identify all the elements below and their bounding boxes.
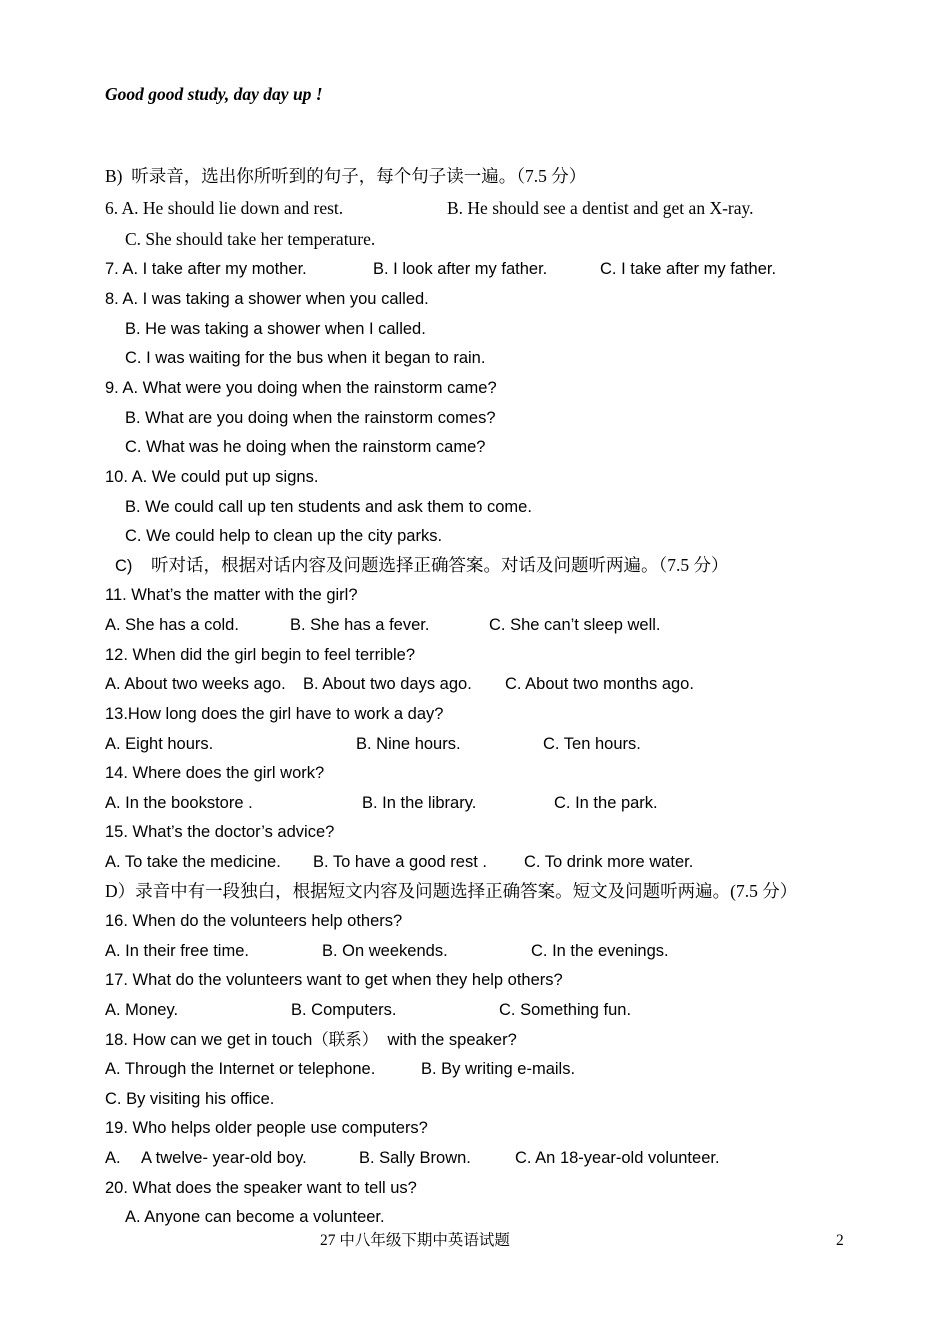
q11-question: 11. What’s the matter with the girl?	[105, 586, 358, 604]
motto-header: Good good study, day day up !	[105, 84, 323, 104]
q10-option-a: 10. A. We could put up signs.	[105, 468, 319, 486]
q19-option-c: C. An 18-year-old volunteer.	[515, 1149, 720, 1167]
q8-option-c: C. I was waiting for the bus when it began to rain.	[125, 349, 486, 367]
q15-option-a: A. To take the medicine.	[105, 853, 281, 871]
section-c-heading: 听对话，根据对话内容及问题选择正确答案。对话及问题听两遍。（7.5 分）	[151, 555, 729, 575]
q6-option-c: C. She should take her temperature.	[125, 229, 376, 249]
section-c-label: C)	[115, 557, 133, 575]
q12-option-b: B. About two days ago.	[303, 675, 472, 693]
q10-option-b: B. We could call up ten students and ask them to come.	[125, 498, 532, 516]
q20-option-a: A. Anyone can become a volunteer.	[125, 1208, 385, 1226]
page-number: 2	[836, 1232, 844, 1249]
q18-option-a: A. Through the Internet or telephone.	[105, 1060, 376, 1078]
q13-option-c: C. Ten hours.	[543, 735, 641, 753]
q11-option-a: A. She has a cold.	[105, 616, 239, 634]
q11-option-c: C. She can’t sleep well.	[489, 616, 661, 634]
q9-option-a: 9. A. What were you doing when the rainstorm came?	[105, 379, 497, 397]
q12-question: 12. When did the girl begin to feel terrible?	[105, 646, 416, 664]
section-d-heading: D）录音中有一段独白，根据短文内容及问题选择正确答案。短文及问题听两遍。(7.5 分）	[105, 881, 798, 901]
q12-option-c: C. About two months ago.	[505, 675, 694, 693]
q15-option-b: B. To have a good rest .	[313, 853, 487, 871]
q15-question: 15. What’s the doctor’s advice?	[105, 823, 335, 841]
q18-option-b: B. By writing e-mails.	[421, 1060, 576, 1078]
q17-option-c: C. Something fun.	[499, 1001, 632, 1019]
q16-option-c: C. In the evenings.	[531, 942, 669, 960]
q10-option-c: C. We could help to clean up the city parks.	[125, 527, 443, 545]
q11-option-b: B. She has a fever.	[290, 616, 430, 634]
q19-option-a: A twelve- year-old boy.	[141, 1149, 307, 1167]
q17-question: 17. What do the volunteers want to get when they help others?	[105, 971, 563, 989]
q14-option-a: A. In the bookstore .	[105, 794, 253, 812]
q19-question: 19. Who helps older people use computers?	[105, 1119, 428, 1137]
q18-option-c: C. By visiting his office.	[105, 1090, 275, 1108]
q9-option-b: B. What are you doing when the rainstorm comes?	[125, 409, 496, 427]
q14-option-c: C. In the park.	[554, 794, 658, 812]
q14-question: 14. Where does the girl work?	[105, 764, 325, 782]
q8-option-a: 8. A. I was taking a shower when you called.	[105, 290, 429, 308]
footer-title: 27 中八年级下期中英语试题	[320, 1232, 510, 1249]
q16-option-b: B. On weekends.	[322, 942, 448, 960]
q7-option-c: C. I take after my father.	[600, 260, 777, 278]
q13-option-b: B. Nine hours.	[356, 735, 461, 753]
q17-option-b: B. Computers.	[291, 1001, 397, 1019]
q20-question: 20. What does the speaker want to tell us?	[105, 1179, 417, 1197]
q13-option-a: A. Eight hours.	[105, 735, 214, 753]
q13-question: 13.How long does the girl have to work a day?	[105, 705, 444, 723]
q16-option-a: A. In their free time.	[105, 942, 249, 960]
q15-option-c: C. To drink more water.	[524, 853, 694, 871]
q14-option-b: B. In the library.	[362, 794, 477, 812]
q18-question: 18. How can we get in touch（联系） with the speaker?	[105, 1031, 517, 1049]
q8-option-b: B. He was taking a shower when I called.	[125, 320, 426, 338]
q16-question: 16. When do the volunteers help others?	[105, 912, 403, 930]
q19-option-a-label: A.	[105, 1149, 121, 1167]
q9-option-c: C. What was he doing when the rainstorm came?	[125, 438, 486, 456]
q7-option-b: B. I look after my father.	[373, 260, 548, 278]
q12-option-a: A. About two weeks ago.	[105, 675, 286, 693]
q6-option-b: B. He should see a dentist and get an X-ray.	[447, 198, 754, 218]
q7-option-a: 7. A. I take after my mother.	[105, 260, 307, 278]
section-b-heading: B) 听录音，选出你所听到的句子，每个句子读一遍。（7.5 分）	[105, 166, 587, 186]
q19-option-b: B. Sally Brown.	[359, 1149, 471, 1167]
q17-option-a: A. Money.	[105, 1001, 179, 1019]
q6-option-a: 6. A. He should lie down and rest.	[105, 198, 344, 218]
